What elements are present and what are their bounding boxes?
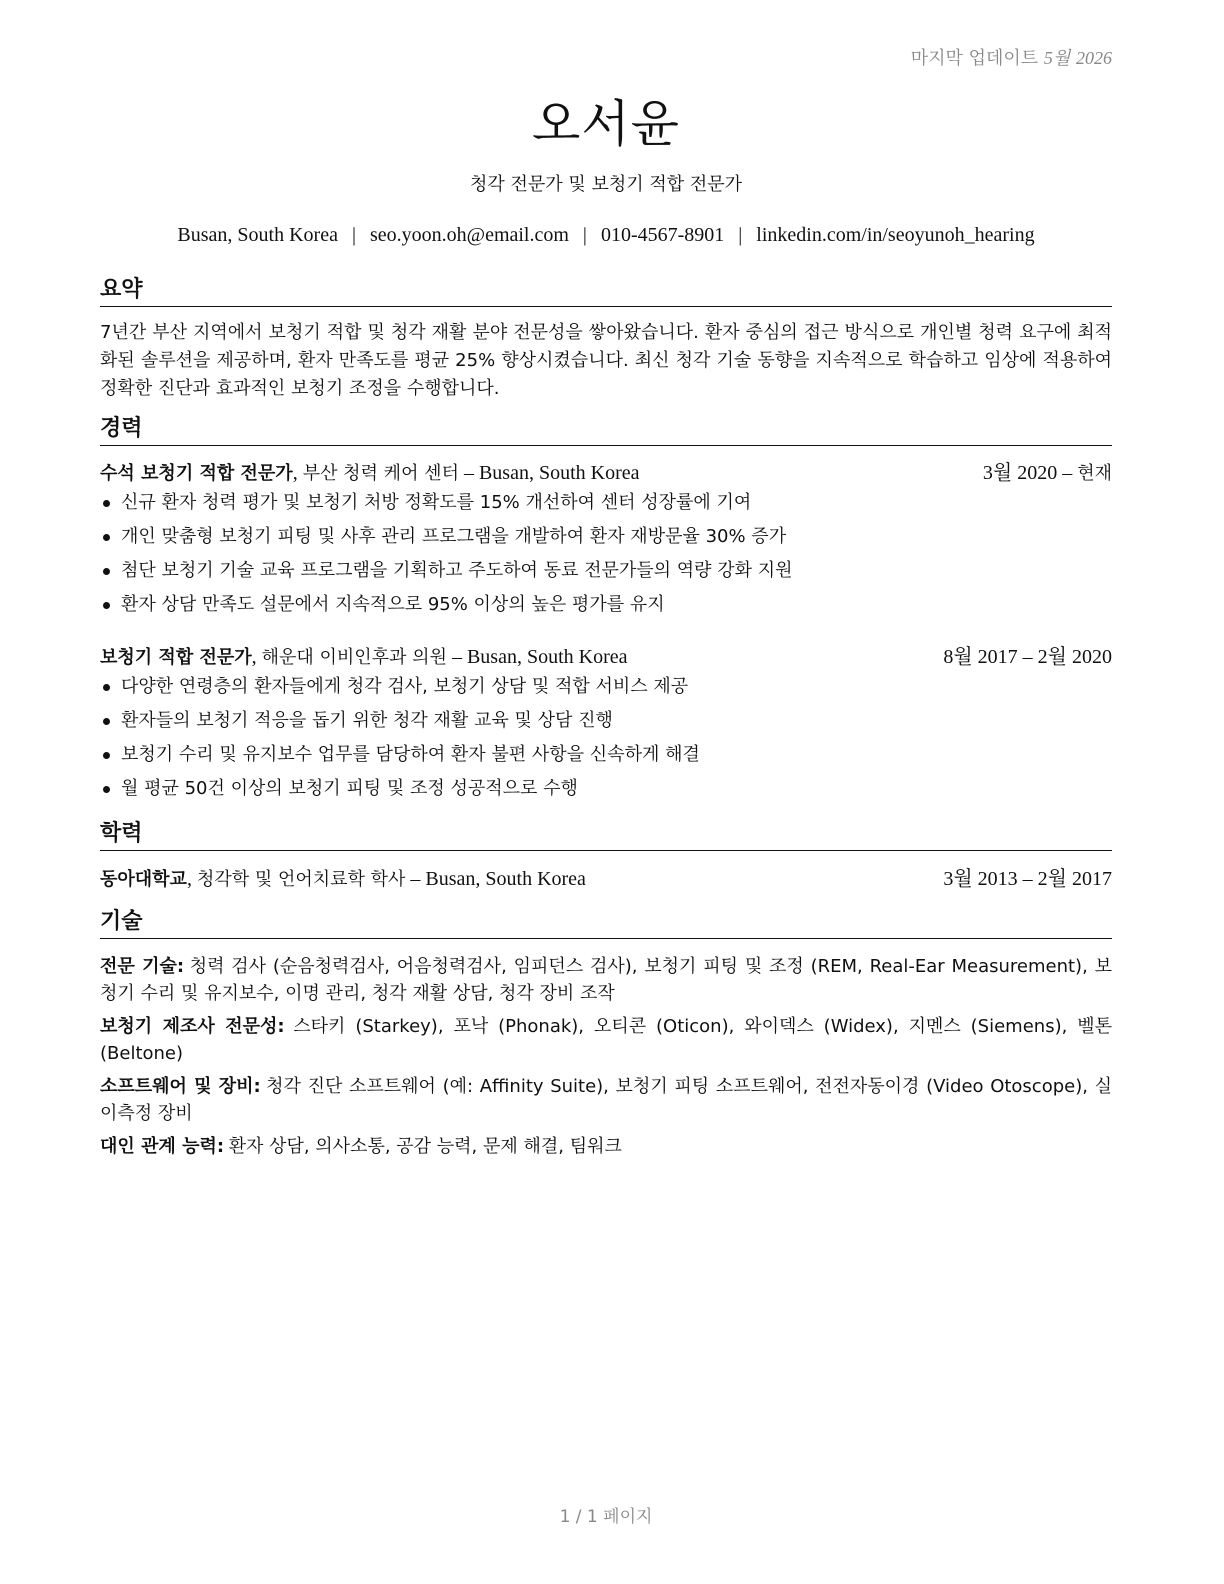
page-number: 1 / 1 페이지: [559, 1507, 653, 1527]
contact-separator: |: [351, 224, 356, 246]
list-item: 첨단 보청기 기술 교육 프로그램을 기획하고 주도하여 동료 전문가들의 역량 강화 지원: [100, 557, 1112, 591]
contact-separator: |: [582, 224, 587, 246]
contact-phone[interactable]: 010-4567-8901: [600, 224, 725, 246]
education-school: 동아대학교: [100, 869, 187, 890]
job-role: 수석 보청기 적합 전문가: [100, 463, 293, 484]
skill-row: [100, 953, 1112, 1007]
contact-line: [100, 224, 1112, 247]
skill-label: 소프트웨어 및 장비:: [100, 1076, 261, 1097]
list-item: 환자 상담 만족도 설문에서 지속적으로 95% 이상의 높은 평가를 유지: [100, 591, 1112, 625]
job-dates: 8월 2017 – 2월 2020: [943, 646, 1112, 668]
resume-page: [100, 0, 1112, 1584]
last-updated: [911, 44, 1112, 70]
skill-row: [100, 1073, 1112, 1127]
skill-label: 보청기 제조사 전문성:: [100, 1016, 285, 1037]
job-header: 수석 보청기 적합 전문가, 부산 청력 케어 센터 – Busan, South Korea 3월 2020 – 현재: [100, 459, 1112, 488]
section-title-experience: 경력: [100, 415, 1112, 446]
job-role: 보청기 적합 전문가: [100, 647, 252, 668]
education-degree: 청각학 및 언어치료학 학사: [196, 869, 406, 890]
job-location: Busan, South Korea: [478, 462, 640, 484]
skill-label: 대인 관계 능력:: [100, 1136, 225, 1157]
contact-location: Busan, South Korea: [177, 224, 338, 246]
job-header: 보청기 적합 전문가, 해운대 이비인후과 의원 – Busan, South Korea 8월 2017 – 2월 2020: [100, 643, 1112, 672]
skill-value: 청력 검사 (순음청력검사, 어음청력검사, 임피던스 검사), 보청기 피팅 및 조정 (REM, Real-Ear Measurement), 보청기 수리 및 유지보수, 이명 관리, 청각 재활 상담, 청각 장비 조작: [100, 956, 1112, 1004]
contact-linkedin[interactable]: linkedin.com/in/seoyunoh_hearing: [756, 224, 1035, 246]
skill-row: [100, 1133, 1112, 1160]
candidate-name: 오서윤: [532, 95, 680, 153]
skill-value: 청각 진단 소프트웨어 (예: Affinity Suite), 보청기 피팅 소프트웨어, 전전자동이경 (Video Otoscope), 실이측정 장비: [100, 1076, 1113, 1124]
skill-label: 전문 기술:: [100, 956, 185, 977]
list-item: 환자들의 보청기 적응을 돕기 위한 청각 재활 교육 및 상담 진행: [100, 707, 1112, 741]
section-title-summary: 요약: [100, 276, 1112, 307]
job-bullets: [100, 489, 1112, 625]
last-updated-prefix: 마지막 업데이트: [910, 48, 1039, 69]
job-date-end: 현재: [1077, 463, 1112, 484]
skill-value: 스타키 (Starkey), 포낙 (Phonak), 오티콘 (Oticon), 와이덱스 (Widex), 지멘스 (Siemens), 벨톤 (Beltone): [100, 1016, 1112, 1064]
skill-row: [100, 1013, 1112, 1067]
education-dates: 3월 2013 – 2월 2017: [943, 868, 1112, 890]
section-title-education: 학력: [100, 820, 1112, 851]
section-title-skills: 기술: [100, 908, 1112, 939]
skill-value: 환자 상담, 의사소통, 공감 능력, 문제 해결, 팀워크: [228, 1136, 622, 1157]
job-date-start: 8월 2017: [943, 646, 1018, 668]
job-date-end: 2월 2020: [1037, 646, 1112, 668]
last-updated-year: 2026: [1076, 48, 1112, 68]
job-dates: 3월 2020 – 현재: [982, 462, 1112, 484]
last-updated-month: 5월: [1043, 48, 1071, 68]
job-date-start: 3월 2020: [982, 462, 1058, 484]
education-date-end: 2월 2017: [1037, 868, 1112, 890]
list-item: 개인 맞춤형 보청기 피팅 및 사후 관리 프로그램을 개발하여 환자 재방문율 30% 증가: [100, 523, 1112, 557]
job-org: 해운대 이비인후과 의원: [261, 647, 447, 668]
list-item: 월 평균 50건 이상의 보청기 피팅 및 조정 성공적으로 수행: [100, 775, 1112, 809]
list-item: 보청기 수리 및 유지보수 업무를 담당하여 환자 불편 사항을 신속하게 해결: [100, 741, 1112, 775]
job-location: Busan, South Korea: [466, 646, 628, 668]
list-item: 다양한 연령층의 환자들에게 청각 검사, 보청기 상담 및 적합 서비스 제공: [100, 673, 1112, 707]
education-date-start: 3월 2013: [943, 868, 1018, 890]
summary-text: 7년간 부산 지역에서 보청기 적합 및 청각 재활 분야 전문성을 쌓아왔습니다. 환자 중심의 접근 방식으로 개인별 청력 요구에 최적화된 솔루션을 제공하며, 환자 만족도를 평균 25% 향상시켰습니다. 최신 청각 기술 동향을 지속적으로 학습하고 임상에 적용하여 정확한 진단과 효과적인 보청기 조정을 수행합니다.: [100, 322, 1112, 399]
contact-separator: |: [738, 224, 743, 246]
candidate-title: 청각 전문가 및 보청기 적합 전문가: [469, 174, 743, 195]
education-header: 동아대학교, 청각학 및 언어치료학 학사 – Busan, South Korea 3월 2013 – 2월 2017: [100, 865, 1112, 894]
job-bullets: [100, 673, 1112, 809]
list-item: 신규 환자 청력 평가 및 보청기 처방 정확도를 15% 개선하여 센터 성장률에 기여: [100, 489, 1112, 523]
education-location: Busan, South Korea: [425, 868, 586, 890]
job-org: 부산 청력 케어 센터: [302, 463, 459, 484]
contact-email[interactable]: seo.yoon.oh@email.com: [369, 224, 569, 246]
